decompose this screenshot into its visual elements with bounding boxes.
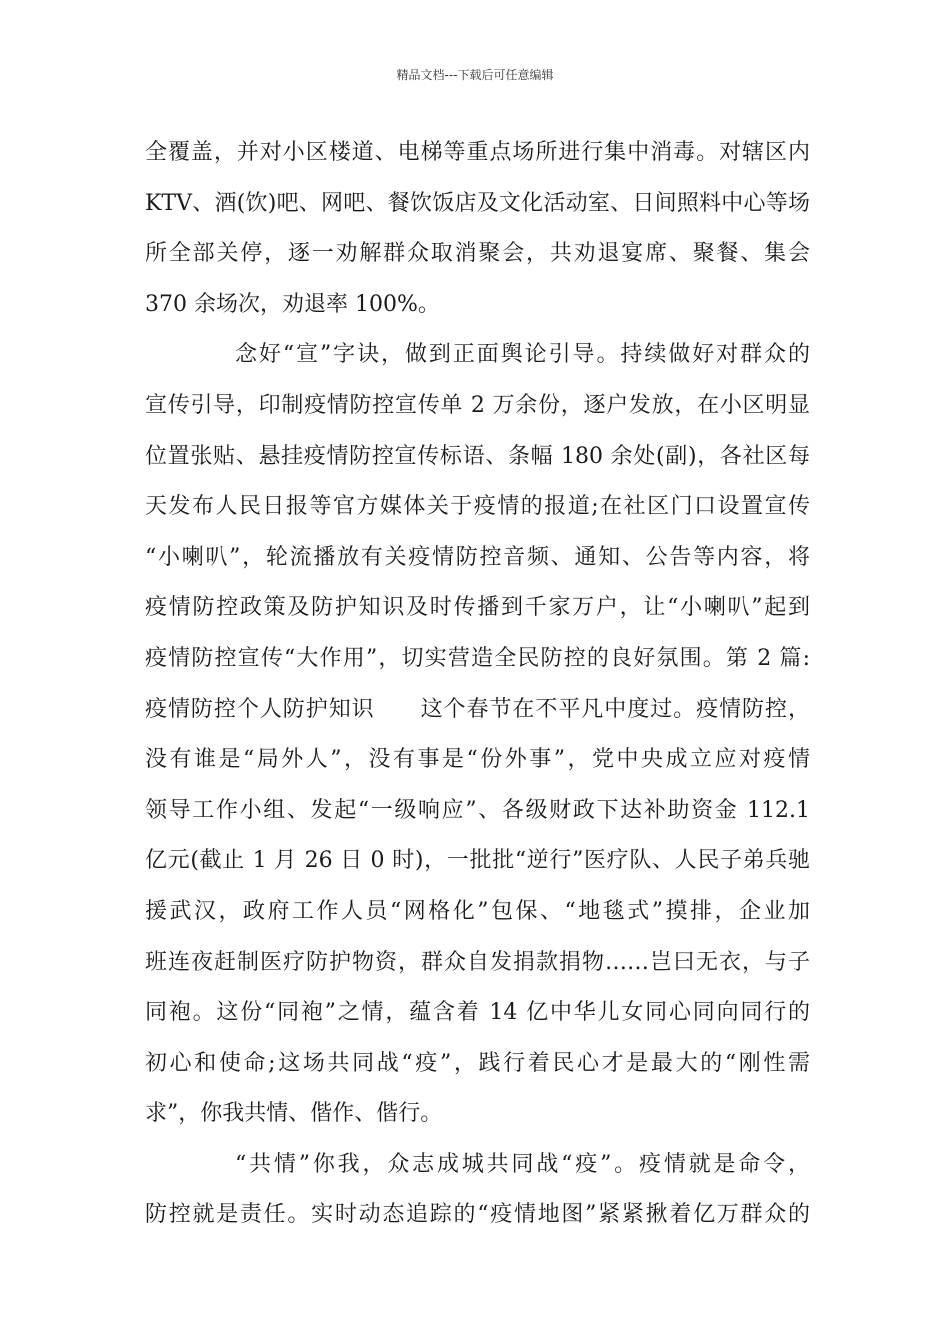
text-line: 没有谁是“局外人”，没有事是“份外事”，党中央成立应对疫情: [145, 747, 810, 773]
text-line: 疫情防控个人防护知识 这个春节在不平凡中度过。疫情防控，: [145, 696, 810, 722]
text-line: 初心和使命;这场共同战“疫”，践行着民心才是最大的“刚性需: [145, 1050, 810, 1076]
text-line: 防控就是责任。实时动态追踪的“疫情地图”紧紧揪着亿万群众的: [145, 1202, 810, 1228]
text-line: 所全部关停，逐一劝解群众取消聚会，共劝退宴席、聚餐、集会: [145, 241, 810, 267]
text-line: 领导工作小组、发起“一级响应”、各级财政下达补助资金 112.1: [145, 797, 810, 823]
text-line: 天发布人民日报等官方媒体关于疫情的报道;在社区门口设置宣传: [145, 494, 810, 520]
text-line: 援武汉，政府工作人员“网格化”包保、“地毯式”摸排，企业加: [145, 898, 810, 924]
text-line: 370 余场次，劝退率 100%。: [145, 291, 440, 317]
page-header: 精品文档---下载后可任意编辑: [396, 68, 554, 82]
text-line: 亿元(截止 1 月 26 日 0 时)，一批批“逆行”医疗队、人民子弟兵驰: [145, 848, 810, 874]
paragraph-first-line: “共情”你我，众志成城共同战“疫”。疫情就是命令，: [235, 1151, 810, 1177]
text-line: 班连夜赶制医疗防护物资，群众自发捐款捐物……岂曰无衣，与子: [145, 949, 810, 975]
text-line: 求”，你我共情、偕作、偕行。: [145, 1101, 443, 1127]
text-line: 疫情防控政策及防护知识及时传播到千家万户，让“小喇叭”起到: [145, 595, 810, 621]
text-line: “小喇叭”，轮流播放有关疫情防控音频、通知、公告等内容，将: [145, 544, 810, 570]
text-line: 位置张贴、悬挂疫情防控宣传标语、条幅 180 余处(副)，各社区每: [145, 443, 810, 469]
paragraph-first-line: 念好“宣”字诀，做到正面舆论引导。持续做好对群众的: [235, 342, 810, 368]
text-line: KTV、酒(饮)吧、网吧、餐饮饭店及文化活动室、日间照料中心等场: [145, 190, 810, 216]
text-line: 宣传引导，印制疫情防控宣传单 2 万余份，逐户发放，在小区明显: [145, 392, 810, 418]
text-line: 全覆盖，并对小区楼道、电梯等重点场所进行集中消毒。对辖区内: [145, 140, 810, 165]
text-line: 疫情防控宣传“大作用”，切实营造全民防控的良好氛围。第 2 篇:: [145, 645, 810, 671]
document-body: [145, 128, 810, 1241]
text-line: 同袍。这份“同袍”之情，蕴含着 14 亿中华儿女同心同向同行的: [145, 1000, 810, 1026]
